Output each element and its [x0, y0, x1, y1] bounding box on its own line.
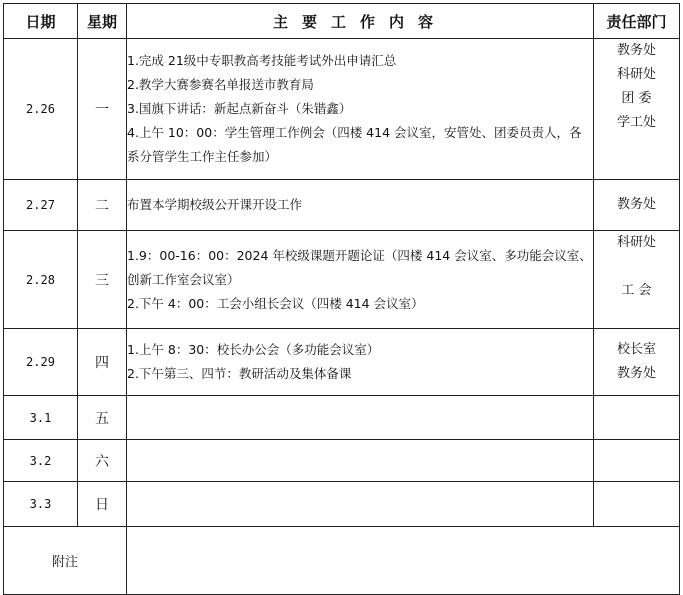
task-item: 2.下午第三、四节：教研活动及集体备课 [127, 366, 352, 381]
row-content [127, 39, 594, 180]
row-content [127, 396, 594, 440]
table-row [4, 482, 680, 527]
row-weekday: 一 [78, 39, 127, 180]
row-content [127, 329, 594, 396]
weekly-schedule-table [3, 3, 680, 595]
row-dept [594, 180, 680, 231]
row-date: 3.3 [4, 482, 78, 527]
table-row [4, 231, 680, 329]
row-weekday: 四 [78, 329, 127, 396]
row-content [127, 440, 594, 482]
table-row [4, 329, 680, 396]
row-weekday: 日 [78, 482, 127, 527]
row-weekday: 二 [78, 180, 127, 231]
header-dept: 责任部门 [594, 4, 680, 39]
table-row [4, 39, 680, 180]
dept-name: 工 会 [621, 283, 652, 298]
row-date: 2.28 [4, 231, 78, 329]
task-item: 1.完成 21级中专职教高考技能考试外出申请汇总 [127, 53, 397, 68]
row-dept [594, 482, 680, 527]
table-row [4, 396, 680, 440]
row-content [127, 482, 594, 527]
table-row [4, 180, 680, 231]
row-content [127, 180, 594, 231]
task-item: 1.9：00-16：00：2024 年校级课题开题论证（四楼 414 会议室、多功能会议室、创新工作室会议室） [127, 247, 592, 287]
task-item: 布置本学期校级公开课开设工作 [127, 197, 303, 212]
dept-name: 教务处 [616, 197, 656, 212]
row-date: 2.29 [4, 329, 78, 396]
row-dept [594, 329, 680, 396]
row-dept [594, 440, 680, 482]
dept-name: 团 委 [621, 91, 652, 106]
row-weekday: 三 [78, 231, 127, 329]
row-weekday: 六 [78, 440, 127, 482]
dept-name: 学工处 [616, 115, 656, 130]
dept-name: 科研处 [616, 67, 656, 82]
row-date: 3.1 [4, 396, 78, 440]
row-dept [594, 396, 680, 440]
task-item: 3.国旗下讲话：新起点新奋斗（朱锴鑫） [127, 101, 352, 116]
header-weekday: 星期 [78, 4, 127, 39]
dept-name: 科研处 [616, 235, 656, 250]
task-item: 1.上午 8：30：校长办公会（多功能会议室） [127, 342, 380, 357]
row-date: 2.27 [4, 180, 78, 231]
note-label: 附注 [4, 527, 127, 595]
header-date: 日期 [4, 4, 78, 39]
row-dept [594, 231, 680, 329]
row-date: 3.2 [4, 440, 78, 482]
header-row [4, 4, 680, 39]
header-content: 主要工作内容 [127, 4, 594, 39]
note-row [4, 527, 680, 595]
note-content [127, 527, 680, 595]
row-dept [594, 39, 680, 180]
row-weekday: 五 [78, 396, 127, 440]
row-content [127, 231, 594, 329]
table-row [4, 440, 680, 482]
task-item: 2.下午 4：00：工会小组长会议（四楼 414 会议室） [127, 295, 424, 311]
task-item: 4.上午 10：00：学生管理工作例会（四楼 414 会议室，安管处、团委员责人，各系分管学生工作主任参加） [127, 125, 582, 164]
dept-name: 教务处 [616, 366, 656, 381]
task-item: 2.教学大赛参赛名单报送市教育局 [127, 77, 314, 92]
dept-name: 校长室 [616, 342, 656, 357]
dept-name: 教务处 [616, 43, 656, 58]
row-date: 2.26 [4, 39, 78, 180]
